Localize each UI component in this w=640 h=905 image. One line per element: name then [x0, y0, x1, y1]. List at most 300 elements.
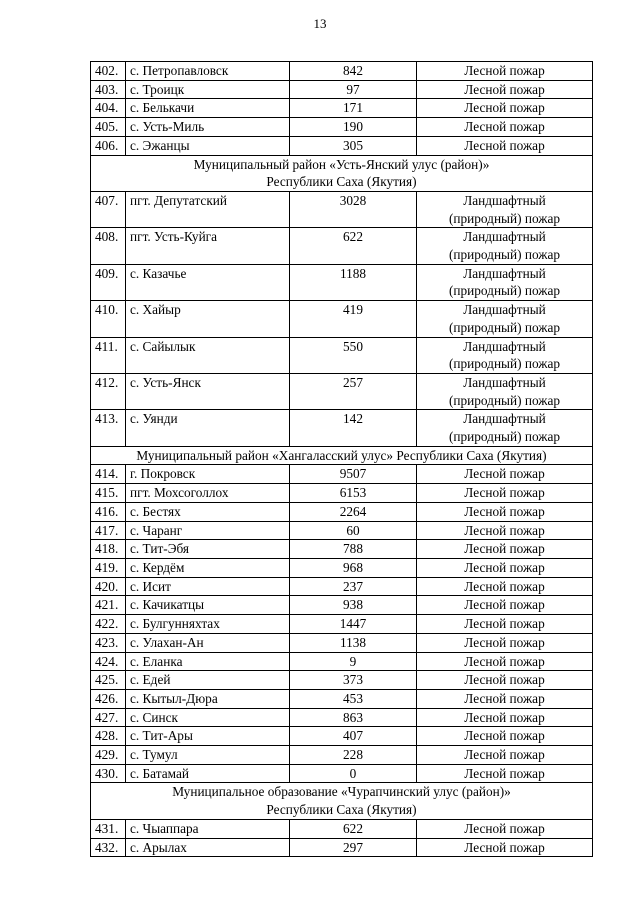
settlement-name-text: с. Еланка	[130, 653, 183, 669]
settlement-name-text: с. Бестях	[130, 503, 181, 519]
fire-type-text: Лесной пожар	[464, 672, 545, 688]
table-row	[91, 264, 593, 300]
row-number	[91, 484, 126, 503]
table-row	[91, 62, 593, 81]
population-value	[290, 99, 417, 118]
row-number	[91, 191, 126, 227]
fire-type-text: Ландшафтный	[463, 411, 546, 427]
fire-type-text: Лесной пожар	[464, 559, 545, 575]
row-number-text: 414.	[95, 466, 119, 482]
settlement-name-text: пгт. Усть-Куйга	[130, 229, 218, 245]
row-number-text: 432.	[95, 839, 119, 855]
population-value	[290, 652, 417, 671]
table-row	[91, 373, 593, 409]
table-row	[91, 337, 593, 373]
fire-type-text: Лесной пожар	[464, 485, 545, 501]
section-header	[91, 155, 593, 191]
fire-type-text: Лесной пожар	[464, 728, 545, 744]
fire-type	[417, 410, 593, 446]
row-number-text: 427.	[95, 709, 119, 725]
table-row	[91, 615, 593, 634]
row-number	[91, 633, 126, 652]
row-number-text: 420.	[95, 578, 119, 594]
fire-type-text: (природный) пожар	[448, 392, 561, 408]
table-row	[91, 410, 593, 446]
fire-type-text: Лесной пожар	[464, 81, 545, 97]
population-value	[290, 264, 417, 300]
row-number	[91, 615, 126, 634]
settlement-name	[126, 540, 290, 559]
settlement-name-text: с. Чыаппара	[130, 820, 199, 836]
row-number	[91, 764, 126, 783]
settlement-name-text: с. Хайыр	[130, 302, 181, 318]
population-value	[290, 746, 417, 765]
table-row	[91, 136, 593, 155]
settlement-name-text: с. Усть-Янск	[130, 374, 201, 390]
row-number	[91, 540, 126, 559]
population-value	[290, 373, 417, 409]
population-value	[290, 633, 417, 652]
fire-type	[417, 577, 593, 596]
row-number-text: 425.	[95, 672, 119, 688]
population-value-text: 419	[343, 302, 363, 318]
row-number	[91, 596, 126, 615]
fire-type-text: Лесной пожар	[464, 63, 545, 78]
row-number-text: 423.	[95, 634, 119, 650]
settlement-name	[126, 484, 290, 503]
row-number	[91, 62, 126, 81]
fire-type	[417, 671, 593, 690]
table-row	[91, 540, 593, 559]
settlement-name	[126, 410, 290, 446]
fire-type-text: Лесной пожар	[464, 503, 545, 519]
row-number-text: 419.	[95, 559, 119, 575]
fire-type	[417, 633, 593, 652]
row-number	[91, 136, 126, 155]
population-value-text: 190	[343, 119, 363, 135]
fire-type-text: Лесной пожар	[464, 709, 545, 725]
row-number	[91, 373, 126, 409]
fire-type	[417, 764, 593, 783]
fire-type	[417, 558, 593, 577]
fire-type-text: Лесной пожар	[464, 634, 545, 650]
settlement-name-text: с. Тит-Ары	[130, 728, 193, 744]
population-value-text: 842	[343, 63, 363, 78]
population-value	[290, 764, 417, 783]
fire-type-text: Лесной пожар	[464, 597, 545, 613]
table-row	[91, 99, 593, 118]
settlement-name	[126, 577, 290, 596]
row-number	[91, 99, 126, 118]
fire-type-text: Лесной пожар	[464, 137, 545, 153]
row-number-text: 411.	[95, 338, 118, 354]
fire-type-text: Лесной пожар	[464, 119, 545, 135]
population-value	[290, 596, 417, 615]
row-number-text: 424.	[95, 653, 119, 669]
fire-type-text: Лесной пожар	[464, 653, 545, 669]
row-number	[91, 671, 126, 690]
row-number	[91, 465, 126, 484]
table-row	[91, 502, 593, 521]
settlements-table	[90, 61, 593, 857]
table-row	[91, 558, 593, 577]
fire-type-text: Лесной пожар	[464, 522, 545, 538]
population-value-text: 622	[343, 229, 363, 245]
settlement-name-text: с. Арылах	[130, 839, 187, 855]
settlement-name	[126, 502, 290, 521]
fire-type	[417, 838, 593, 857]
table-row	[91, 577, 593, 596]
population-value-text: 3028	[339, 192, 367, 208]
table-row	[91, 80, 593, 99]
row-number	[91, 689, 126, 708]
population-value	[290, 191, 417, 227]
fire-type-text: Лесной пожар	[464, 616, 545, 632]
row-number-text: 431.	[95, 820, 119, 836]
row-number-text: 403.	[95, 81, 119, 97]
section-header	[91, 446, 593, 465]
settlement-name	[126, 118, 290, 137]
fire-type	[417, 819, 593, 838]
settlement-name	[126, 727, 290, 746]
fire-type	[417, 62, 593, 81]
fire-type-text: Ландшафтный	[463, 265, 546, 281]
row-number-text: 421.	[95, 597, 119, 613]
population-value-text: 257	[343, 374, 363, 390]
row-number-text: 409.	[95, 265, 119, 281]
row-number-text: 418.	[95, 541, 119, 557]
fire-type-text: (природный) пожар	[448, 247, 561, 263]
fire-type	[417, 615, 593, 634]
population-value	[290, 301, 417, 337]
row-number-text: 430.	[95, 765, 119, 781]
row-number	[91, 521, 126, 540]
row-number-text: 417.	[95, 522, 119, 538]
settlement-name-text: с. Казачье	[130, 265, 187, 281]
fire-type-text: Лесной пожар	[464, 690, 545, 706]
table-row	[91, 819, 593, 838]
table-row	[91, 484, 593, 503]
settlement-name-text: с. Тит-Эбя	[130, 541, 190, 557]
section-header-row	[91, 446, 593, 465]
population-value-text: 228	[343, 747, 363, 763]
settlement-name-text: с. Тумул	[130, 747, 178, 763]
fire-type-text: Ландшафтный	[463, 302, 546, 318]
row-number	[91, 577, 126, 596]
fire-type	[417, 465, 593, 484]
fire-type-text: (природный) пожар	[448, 356, 561, 372]
row-number-text: 413.	[95, 411, 119, 427]
section-header-text: Муниципальное образование «Чурапчинский улус (район)»	[172, 784, 511, 800]
settlement-name	[126, 62, 290, 81]
fire-type	[417, 118, 593, 137]
settlement-name-text: с. Едей	[130, 672, 171, 688]
table-row	[91, 838, 593, 857]
settlement-name	[126, 373, 290, 409]
fire-type	[417, 540, 593, 559]
population-value-text: 373	[343, 672, 363, 688]
fire-type-text: Ландшафтный	[463, 229, 546, 245]
row-number	[91, 652, 126, 671]
population-value-text: 863	[343, 709, 363, 725]
row-number-text: 429.	[95, 747, 119, 763]
fire-type	[417, 746, 593, 765]
settlement-name-text: с. Булгунняхтах	[130, 616, 220, 632]
row-number-text: 422.	[95, 616, 119, 632]
fire-type	[417, 80, 593, 99]
population-value	[290, 410, 417, 446]
settlement-name-text: с. Уянди	[130, 411, 178, 427]
population-value	[290, 708, 417, 727]
row-number	[91, 410, 126, 446]
settlement-name	[126, 615, 290, 634]
row-number	[91, 708, 126, 727]
population-value-text: 0	[349, 765, 357, 781]
population-value	[290, 689, 417, 708]
population-value-text: 1188	[339, 265, 367, 281]
table-row	[91, 465, 593, 484]
settlement-name	[126, 99, 290, 118]
table-row	[91, 746, 593, 765]
population-value	[290, 118, 417, 137]
settlement-name-text: с. Исит	[130, 578, 171, 594]
settlement-name	[126, 819, 290, 838]
row-number-text: 408.	[95, 229, 119, 245]
settlement-name-text: пгт. Депутатский	[130, 192, 228, 208]
population-value	[290, 62, 417, 81]
settlement-name	[126, 521, 290, 540]
fire-type-text: Ландшафтный	[463, 192, 546, 208]
settlement-name	[126, 633, 290, 652]
row-number	[91, 301, 126, 337]
population-value-text: 60	[346, 522, 360, 538]
population-value	[290, 136, 417, 155]
fire-type	[417, 708, 593, 727]
population-value-text: 550	[343, 338, 363, 354]
table-row	[91, 671, 593, 690]
population-value-text: 1138	[339, 634, 367, 650]
fire-type-text: Лесной пожар	[464, 820, 545, 836]
settlement-name	[126, 689, 290, 708]
settlement-name-text: с. Троицк	[130, 81, 185, 97]
population-value-text: 622	[343, 820, 363, 836]
table-row	[91, 708, 593, 727]
fire-type	[417, 652, 593, 671]
fire-type-text: Ландшафтный	[463, 374, 546, 390]
population-value-text: 788	[343, 541, 363, 557]
row-number-text: 410.	[95, 302, 119, 318]
fire-type	[417, 596, 593, 615]
population-value-text: 453	[343, 690, 363, 706]
settlement-name	[126, 671, 290, 690]
table-row	[91, 727, 593, 746]
population-value-text: 142	[343, 411, 363, 427]
fire-type	[417, 484, 593, 503]
population-value-text: 297	[343, 839, 363, 855]
table-row	[91, 191, 593, 227]
table-row	[91, 764, 593, 783]
settlement-name	[126, 301, 290, 337]
population-value	[290, 615, 417, 634]
settlement-name	[126, 838, 290, 857]
section-header-text: Республики Саха (Якутия)	[266, 802, 417, 818]
row-number-text: 402.	[95, 63, 119, 78]
population-value	[290, 727, 417, 746]
page-number: 13	[313, 16, 327, 31]
fire-type	[417, 99, 593, 118]
population-value-text: 9507	[339, 466, 367, 482]
settlement-name-text: пгт. Мохсоголлох	[130, 485, 229, 501]
population-value	[290, 337, 417, 373]
population-value	[290, 80, 417, 99]
row-number-text: 407.	[95, 192, 119, 208]
population-value	[290, 671, 417, 690]
table-row	[91, 301, 593, 337]
settlement-name	[126, 337, 290, 373]
row-number	[91, 264, 126, 300]
row-number	[91, 819, 126, 838]
settlement-name-text: с. Синск	[130, 709, 179, 725]
settlement-name-text: с. Чаранг	[130, 522, 183, 538]
settlement-name-text: с. Кытыл-Дюра	[130, 690, 218, 706]
row-number-text: 404.	[95, 100, 119, 116]
table-row	[91, 652, 593, 671]
row-number-text: 412.	[95, 374, 119, 390]
population-value-text: 6153	[339, 485, 367, 501]
settlement-name	[126, 558, 290, 577]
fire-type-text: (природный) пожар	[448, 319, 561, 335]
row-number	[91, 80, 126, 99]
section-header-text: Муниципальный район «Хангаласский улус» Республики Саха (Якутия)	[136, 447, 547, 463]
population-value	[290, 228, 417, 264]
settlement-name	[126, 191, 290, 227]
settlement-name	[126, 228, 290, 264]
fire-type-text: (природный) пожар	[448, 283, 561, 299]
row-number	[91, 727, 126, 746]
settlement-name-text: с. Петропавловск	[130, 63, 229, 78]
settlement-name-text: с. Эжанцы	[130, 137, 190, 153]
settlement-name-text: с. Качикатцы	[130, 597, 205, 613]
settlement-name	[126, 465, 290, 484]
population-value	[290, 540, 417, 559]
settlement-name	[126, 652, 290, 671]
row-number	[91, 502, 126, 521]
table-row	[91, 521, 593, 540]
fire-type-text: (природный) пожар	[448, 429, 561, 445]
settlement-name	[126, 764, 290, 783]
row-number	[91, 118, 126, 137]
fire-type	[417, 727, 593, 746]
population-value	[290, 502, 417, 521]
table-body	[91, 62, 593, 857]
population-value-text: 968	[343, 559, 363, 575]
row-number-text: 428.	[95, 728, 119, 744]
fire-type-text: Лесной пожар	[464, 747, 545, 763]
settlement-name	[126, 264, 290, 300]
population-value-text: 9	[349, 653, 357, 669]
population-value-text: 237	[343, 578, 363, 594]
section-header-text: Муниципальный район «Усть-Янский улус (район)»	[193, 156, 490, 172]
section-header-row	[91, 155, 593, 191]
population-value	[290, 558, 417, 577]
population-value	[290, 521, 417, 540]
row-number	[91, 228, 126, 264]
population-value	[290, 465, 417, 484]
population-value-text: 171	[343, 100, 363, 116]
population-value-text: 97	[346, 81, 360, 97]
settlement-name	[126, 136, 290, 155]
fire-type	[417, 136, 593, 155]
fire-type	[417, 521, 593, 540]
population-value-text: 1447	[339, 616, 367, 632]
fire-type-text: Лесной пожар	[464, 765, 545, 781]
settlement-name	[126, 746, 290, 765]
settlement-name	[126, 596, 290, 615]
population-value-text: 2264	[339, 503, 367, 519]
fire-type	[417, 502, 593, 521]
settlement-name	[126, 80, 290, 99]
fire-type-text: Лесной пожар	[464, 839, 545, 855]
population-value-text: 407	[343, 728, 363, 744]
table-row	[91, 633, 593, 652]
fire-type	[417, 301, 593, 337]
row-number-text: 426.	[95, 690, 119, 706]
settlement-name-text: с. Батамай	[130, 765, 189, 781]
fire-type-text: (природный) пожар	[448, 210, 561, 226]
population-value-text: 305	[343, 137, 363, 153]
row-number-text: 406.	[95, 137, 119, 153]
section-header-text: Республики Саха (Якутия)	[266, 174, 417, 190]
population-value	[290, 577, 417, 596]
section-header-row	[91, 783, 593, 819]
table-row	[91, 228, 593, 264]
settlement-name-text: с. Усть-Миль	[130, 119, 205, 135]
settlement-name-text: г. Покровск	[130, 466, 196, 482]
fire-type	[417, 191, 593, 227]
fire-type	[417, 689, 593, 708]
fire-type	[417, 228, 593, 264]
fire-type-text: Ландшафтный	[463, 338, 546, 354]
population-value	[290, 819, 417, 838]
settlement-name-text: с. Сайылык	[130, 338, 196, 354]
fire-type-text: Лесной пожар	[464, 541, 545, 557]
settlement-name-text: с. Улахан-Ан	[130, 634, 204, 650]
settlement-name-text: с. Кердём	[130, 559, 185, 575]
population-value-text: 938	[343, 597, 363, 613]
row-number	[91, 746, 126, 765]
table-row	[91, 596, 593, 615]
row-number-text: 415.	[95, 485, 119, 501]
fire-type	[417, 337, 593, 373]
fire-type-text: Лесной пожар	[464, 466, 545, 482]
row-number-text: 416.	[95, 503, 119, 519]
row-number	[91, 337, 126, 373]
row-number-text: 405.	[95, 119, 119, 135]
settlement-name	[126, 708, 290, 727]
row-number	[91, 558, 126, 577]
population-value	[290, 484, 417, 503]
population-value	[290, 838, 417, 857]
table-row	[91, 689, 593, 708]
table-row	[91, 118, 593, 137]
fire-type-text: Лесной пожар	[464, 100, 545, 116]
settlement-name-text: с. Белькачи	[130, 100, 195, 116]
row-number	[91, 838, 126, 857]
fire-type-text: Лесной пожар	[464, 578, 545, 594]
fire-type	[417, 373, 593, 409]
section-header	[91, 783, 593, 819]
fire-type	[417, 264, 593, 300]
